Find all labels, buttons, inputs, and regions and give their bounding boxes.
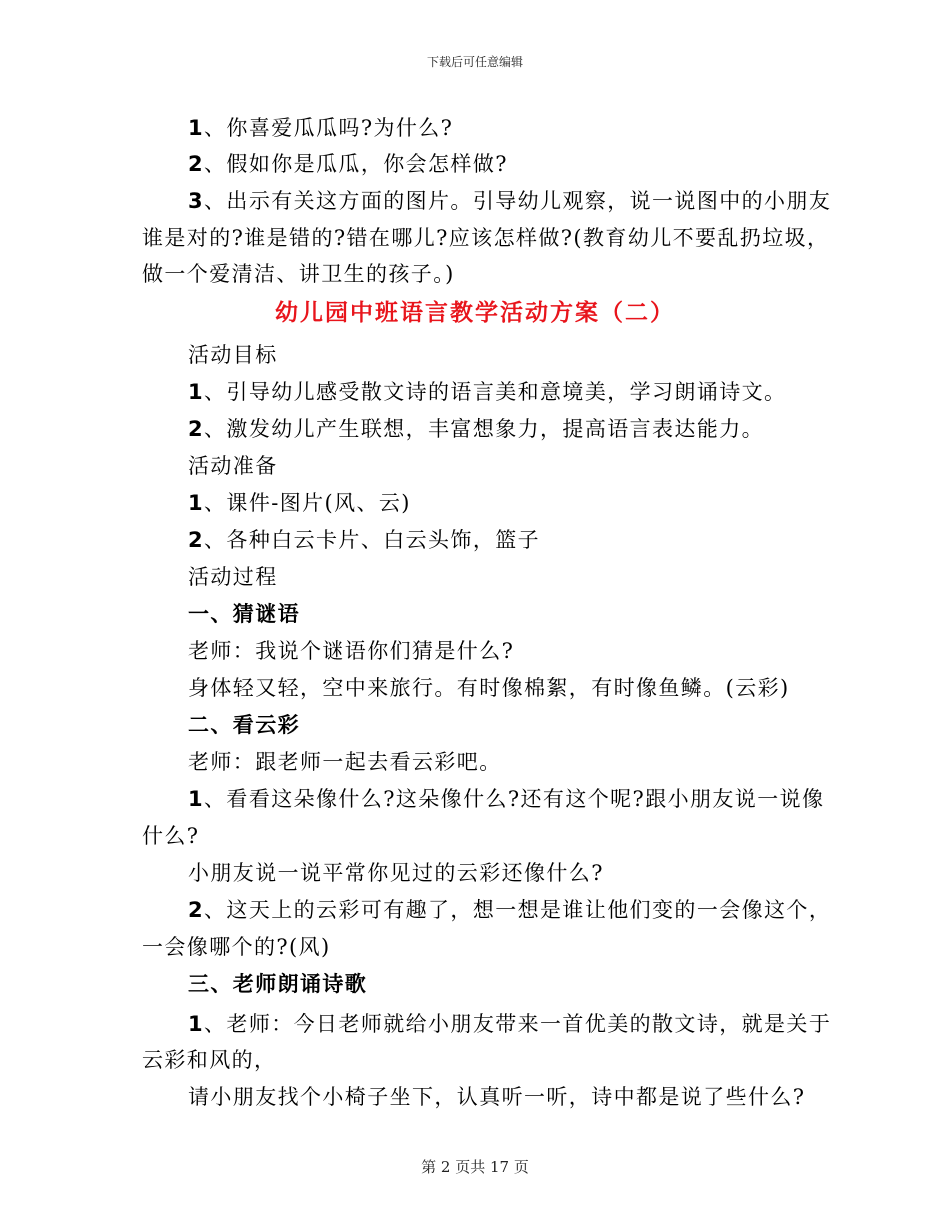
paragraph-line: 小朋友说一说平常你见过的云彩还像什么? [188,861,604,885]
line-text: 、这天上的云彩可有趣了，想一想是谁让他们变的一会像这个， [204,898,832,922]
list-number: 3 [188,189,205,213]
line-text: 、课件-图片(风、云) [204,491,411,515]
line-text: 、引导幼儿感受散文诗的语言美和意境美，学习朗诵诗文。 [204,380,787,404]
paragraph-line [188,114,453,142]
list-number: 1 [188,491,205,515]
paragraph-line: 请小朋友找个小椅子坐下，认真听一听，诗中都是说了些什么? [188,1085,806,1109]
section-title: 幼儿园中班语言教学活动方案（二） [275,300,675,326]
page-footer: 第 2 页共 17 页 [421,1158,529,1176]
paragraph-line: 谁是对的?谁是错的?错在哪儿?应该怎样做?(教育幼儿不要乱扔垃圾， [142,226,830,250]
line-text: 、各种白云卡片、白云头饰，篮子 [204,528,541,552]
paragraph-line: 一会像哪个的?(风) [142,935,331,959]
paragraph-line [188,1010,831,1038]
paragraph-line: 老师：我说个谜语你们猜是什么? [188,639,515,663]
line-text: 、假如你是瓜瓜，你会怎样做? [204,152,508,176]
list-number: 2 [188,417,205,441]
paragraph-line [188,187,831,215]
line-text: 、你喜爱瓜瓜吗?为什么? [204,116,454,140]
line-text: 、激发幼儿产生联想，丰富想象力，提高语言表达能力。 [204,417,765,441]
section-heading: 活动准备 [188,454,278,478]
list-number: 1 [188,1012,205,1036]
paragraph-line [188,896,831,924]
paragraph-line [188,526,540,554]
paragraph-line [188,785,824,813]
paragraph-line: 什么? [142,824,200,848]
paragraph-line: 身体轻又轻，空中来旅行。有时像棉絮，有时像鱼鳞。(云彩) [188,676,790,700]
paragraph-line: 云彩和风的， [142,1048,277,1072]
list-number: 2 [188,528,205,552]
paragraph-line: 老师：跟老师一起去看云彩吧。 [188,750,502,774]
list-number: 1 [188,787,205,811]
paragraph-line [188,378,786,406]
paragraph-line: 做一个爱清洁、讲卫生的孩子。) [142,262,455,286]
paragraph-line [188,150,508,178]
section-heading: 活动目标 [188,343,278,367]
subsection-heading: 三、老师朗诵诗歌 [188,972,368,996]
line-text: 、老师：今日老师就给小朋友带来一首优美的散文诗，就是关于 [204,1012,832,1036]
list-number: 1 [188,380,205,404]
list-number: 2 [188,152,205,176]
line-text: 、看看这朵像什么?这朵像什么?还有这个呢?跟小朋友说一说像 [204,787,825,811]
list-number: 1 [188,116,205,140]
subsection-heading: 二、看云彩 [188,713,300,737]
paragraph-line [188,489,411,517]
line-text: 、出示有关这方面的图片。引导幼儿观察，说一说图中的小朋友 [204,189,832,213]
page-header: 下载后可任意编辑 [426,55,523,69]
section-heading: 活动过程 [188,565,278,589]
subsection-heading: 一、猜谜语 [188,602,300,626]
list-number: 2 [188,898,205,922]
paragraph-line [188,415,764,443]
